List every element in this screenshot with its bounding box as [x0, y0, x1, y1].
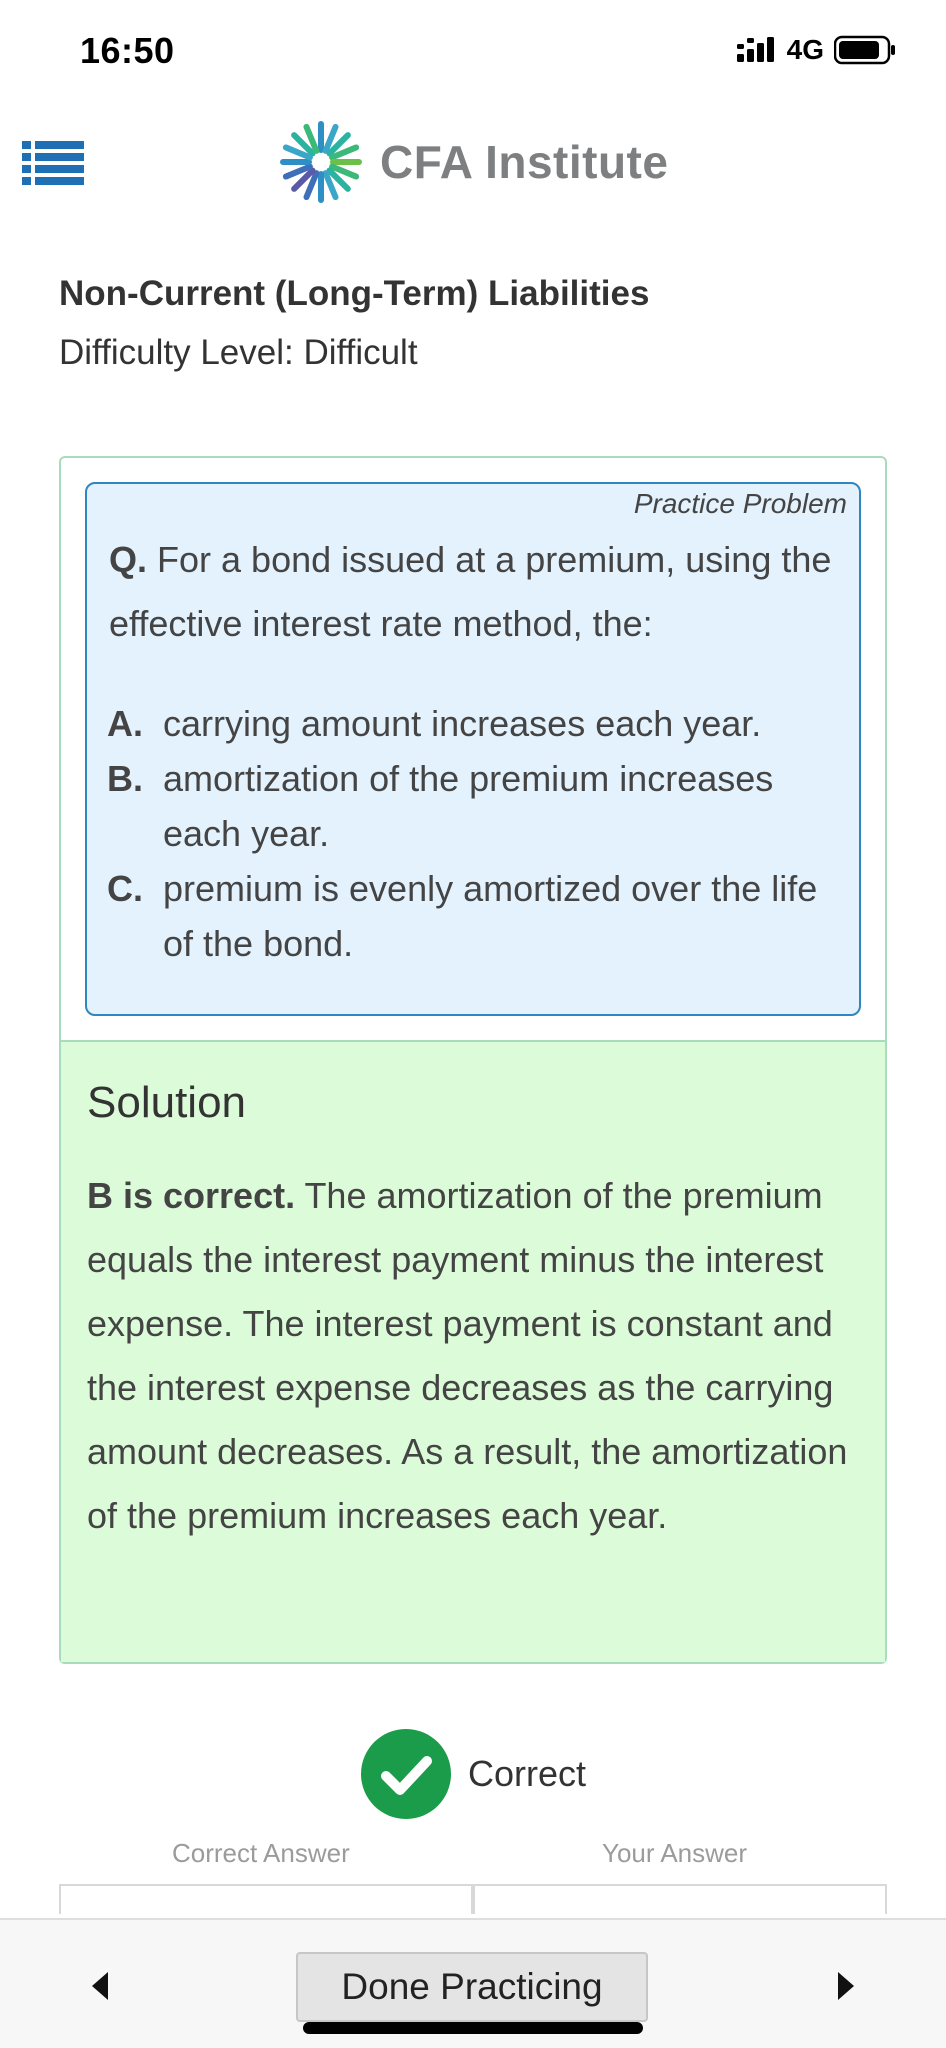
question-body: For a bond issued at a premium, using the effective interest rate method, the:: [109, 539, 832, 644]
question-prefix: Q.: [109, 539, 148, 580]
network-type: 4G: [786, 34, 824, 65]
option-b: [107, 751, 847, 861]
your-answer-cell: [473, 1884, 887, 1914]
difficulty-level: Difficulty Level: Difficult: [59, 333, 418, 372]
cfa-logo: [280, 121, 668, 203]
option-text: carrying amount increases each year.: [163, 703, 762, 744]
caret-left-icon[interactable]: [86, 1966, 116, 2006]
solution-text: [87, 1164, 867, 1548]
practice-card: [59, 456, 887, 1664]
list-menu-icon[interactable]: [22, 138, 84, 188]
home-indicator: [303, 2022, 643, 2034]
option-letter: B.: [107, 758, 143, 799]
option-text: amortization of the premium increases each year.: [163, 758, 774, 854]
correct-answer-label: Correct Answer: [172, 1838, 350, 1868]
question-text: [109, 528, 849, 656]
option-letter: A.: [107, 703, 143, 744]
option-a: [107, 696, 847, 751]
status-bar: [0, 0, 946, 104]
done-practicing-button[interactable]: Done Practicing: [296, 1952, 648, 2022]
battery-icon: [834, 35, 896, 65]
bottom-toolbar: [0, 1918, 946, 2048]
solution-lead: B is correct.: [87, 1175, 296, 1216]
answer-options: [107, 696, 847, 971]
question-box: [85, 482, 861, 1016]
your-answer-label: Your Answer: [602, 1838, 748, 1868]
option-letter: C.: [107, 868, 143, 909]
solution-heading: Solution: [87, 1078, 247, 1127]
correct-answer-cell: [59, 1884, 473, 1914]
status-indicators: [737, 34, 896, 66]
cfa-starburst-logo: [280, 121, 362, 203]
app-header: [0, 104, 946, 224]
check-circle-icon: [360, 1728, 452, 1820]
option-c: [107, 861, 847, 971]
result-status: [360, 1728, 586, 1820]
solution-body: The amortization of the premium equals the interest payment minus the interest expense. The interest payment is constant and the interest expense decreases as the carrying amount decreases. As a result, the amortization of the premium increases each year.: [87, 1175, 848, 1536]
result-label: Correct: [468, 1753, 587, 1794]
option-text: premium is evenly amortized over the life of the bond.: [163, 868, 818, 964]
signal-icon: [737, 36, 777, 64]
page-title: Non-Current (Long-Term) Liabilities: [59, 274, 650, 313]
solution-box: [61, 1040, 885, 1662]
practice-problem-label: Practice Problem: [633, 488, 847, 519]
caret-right-icon[interactable]: [830, 1966, 860, 2006]
status-time: 16:50: [80, 30, 175, 71]
logo-text: CFA Institute: [380, 136, 669, 188]
